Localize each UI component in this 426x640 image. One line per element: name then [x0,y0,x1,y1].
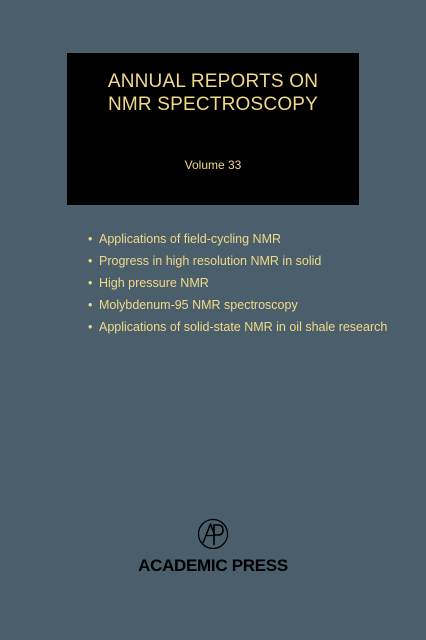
series-title-line-2: NMR SPECTROSCOPY [107,94,319,115]
series-title [67,70,359,116]
topic-text: Progress in high resolution NMR in solid [99,254,322,268]
series-title-line-1: ANNUAL REPORTS ON [107,71,319,92]
bullet-icon: • [88,254,93,268]
topic-item [88,298,388,312]
topic-item [88,276,388,290]
academic-press-logo-icon [197,518,229,550]
topic-item [88,320,388,334]
bullet-icon: • [88,232,93,246]
bullet-icon: • [88,298,93,312]
topic-text: Molybdenum-95 NMR spectroscopy [99,298,298,312]
topics-list [88,232,388,342]
topic-text: High pressure NMR [99,276,209,290]
topic-text: Applications of solid-state NMR in oil shale research [99,320,388,334]
volume-number: Volume 33 [184,158,242,172]
bullet-icon: • [88,320,93,334]
bullet-icon: • [88,276,93,290]
topic-item [88,254,388,268]
publisher-name: ACADEMIC PRESS [138,556,288,575]
title-box [67,53,359,205]
topic-text: Applications of field-cycling NMR [99,232,282,246]
topic-item [88,232,388,246]
